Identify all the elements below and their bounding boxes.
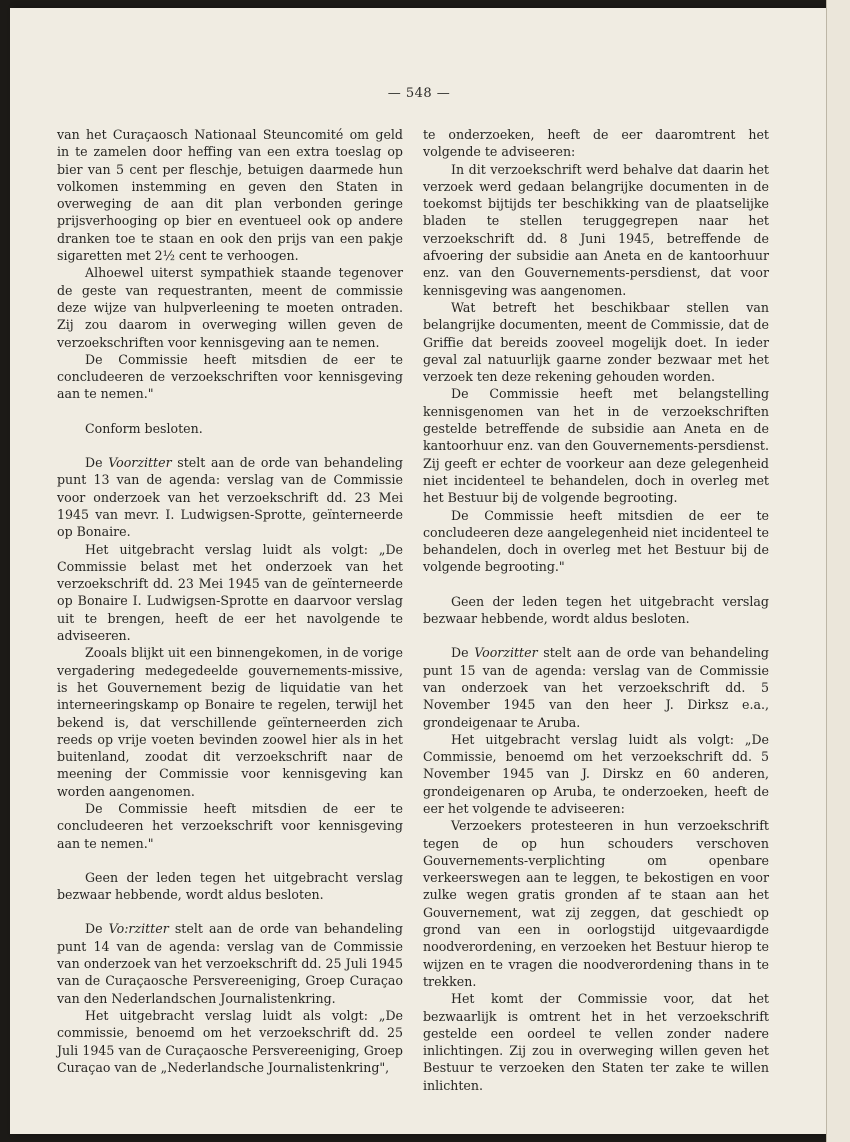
page-edge [826, 0, 850, 1142]
paragraph: De Vo:rzitter stelt aan de orde van behandeling punt 14 van de agenda: verslag van de Commissie van onderzoek van het verzoekschrift dd. 25 Juli 1945 van de Curaçaosche Persvereeniging, Groep Curaçao van den Nederlandschen Journalistenkring. [57, 921, 403, 1006]
paragraph: De Commissie heeft mitsdien de eer te concludeeren de verzoekschriften voor kennisgeving aan te nemen." [57, 351, 403, 402]
paragraph: van het Curaçaosch Nationaal Steuncomité om geld in te zamelen door heffing van een extra toeslag op bier van 5 cent per fleschje, betuigen daarmede hun volkomen instemming en geven den Staten in overweging de aan dit plan verbonden geringe prijsverhooging op bier en eventueel ook op andere dranken toe te staan en ook den prijs van een pakje sigaretten met 2½ cent te verhoogen. [57, 127, 403, 264]
paragraph: Het uitgebracht verslag luidt als volgt: „De Commissie belast met het onderzoek van het verzoekschrift dd. 23 Mei 1945 van de geïnterneerde op Bonaire I. Ludwigsen-Sprotte en daarvoor verslag uit te brengen, heeft de eer het navolgende te adviseeren. [57, 541, 403, 644]
page-number: — 548 — [387, 86, 451, 101]
paragraph: te onderzoeken, heeft de eer daaromtrent het volgende te adviseeren: [423, 127, 769, 160]
paragraph: De Voorzitter stelt aan de orde van behandeling punt 13 van de agenda: verslag van de Commissie voor onderzoek van het verzoekschrift dd. 23 Mei 1945 van mevr. I. Ludwigsen-Sprotte, geïnterneerde op Bonaire. [57, 455, 403, 540]
paragraph: Het uitgebracht verslag luidt als volgt: „De commissie, benoemd om het verzoekschrift dd. 25 Juli 1945 van de Curaçaosche Persvereeniging, Groep Curaçao van de „Nederlandsche Journalistenkring", [57, 1007, 403, 1075]
right-column [423, 126, 769, 1094]
paragraph: De Commissie heeft mitsdien de eer te concludeeren deze aangelegenheid niet incidenteel te behandelen, doch in overleg met het Bestuur bij de volgende begrooting." [423, 507, 769, 575]
document-page [10, 8, 828, 1134]
paragraph: Geen der leden tegen het uitgebracht verslag bezwaar hebbende, wordt aldus besloten. [423, 593, 769, 627]
paragraph: Het komt der Commissie voor, dat het bezwaarlijk is omtrent het in het verzoekschrift gestelde een oordeel te vellen zonder nadere inlichtingen. Zij zou in overweging willen geven het Bestuur te verzoeken den Staten ter zake te willen inlichten. [423, 991, 769, 1093]
paragraph: Wat betreft het beschikbaar stellen van belangrijke documenten, meent de Commissie, dat de Griffie dat bereids zooveel mogelijk doet. In ieder geval zal natuurlijk gaarne zonder bezwaar met het verzoek ten deze rekening gehouden worden. [423, 299, 769, 385]
speaker-name: Vo:rzitter [108, 921, 169, 937]
paragraph: Conform besloten. [85, 420, 203, 436]
paragraph: De Commissie heeft mitsdien de eer te concludeeren het verzoekschrift voor kennisgeving aan te nemen." [57, 800, 403, 851]
speaker-name: Voorzitter [474, 645, 538, 661]
left-column [57, 126, 403, 1076]
paragraph: De Commissie heeft met belangstelling kennisgenomen van het in de verzoekschriften gestelde betreffende de subsidie aan Aneta en de kantoorhuur enz. van den Gouvernements-persdienst. Zij geeft er echter de voorkeur aan deze gelegenheid niet incidenteel te behandelen, doch in overleg met het Bestuur bij de volgende begrooting. [423, 386, 769, 506]
paragraph: Het uitgebracht verslag luidt als volgt: „De Commissie, benoemd om het verzoekschrift dd. 5 November 1945 van J. Dirskz en 60 anderen, grondeigenaren op Aruba, te onderzoeken, heeft de eer het volgende te adviseeren: [423, 731, 769, 816]
paragraph: Zooals blijkt uit een binnengekomen, in de vorige vergadering medegedeelde gouvernements-missive, is het Gouvernement bezig de liquidatie van het interneeringskamp op Bonaire te regelen, terwijl het bekend is, dat verschillende geïnterneerden zich reeds op vrije voeten bevinden zoowel hier als in het buitenland, zoodat dit verzoekschrift naar de meening der Commissie voor kennisgeving kan worden aangenomen. [57, 645, 403, 799]
paragraph: Geen der leden tegen het uitgebracht verslag bezwaar hebbende, wordt aldus besloten. [57, 869, 403, 903]
paragraph: Alhoewel uiterst sympathiek staande tegenover de geste van requestranten, meent de commissie deze wijze van hulpverleening te moeten ontraden. Zij zou daarom in overweging willen geven de verzoekschriften voor kennisgeving aan te nemen. [57, 265, 403, 350]
speaker-name: Voorzitter [108, 455, 172, 471]
paragraph: De Voorzitter stelt aan de orde van behandeling punt 15 van de agenda: verslag van de Commissie van onderzoek van het verzoekschrift dd. 5 November 1945 van den heer J. Dirksz e.a., grondeigenaar te Aruba. [423, 645, 769, 730]
paragraph: In dit verzoekschrift werd behalve dat daarin het verzoek werd gedaan belangrijke documenten in de toekomst bijtijds ter beschikking van de plaatselijke bladen te stellen teruggegrepen naar het verzoekschrift dd. 8 Juni 1945, betreffende de afvoering der subsidie aan Aneta en de kantoorhuur enz. van den Gouvernements-persdienst, dat voor kennisgeving was aangenomen. [423, 161, 769, 298]
paragraph: Verzoekers protesteeren in hun verzoekschrift tegen de op hun schouders verschoven Gouvernements-verplichting om openbare verkeerswegen aan te leggen, te bekostigen en voor zulke wegen gratis gronden af te staan aan het Gouvernement, wat zij zeggen, dat geschiedt op grond van een in oorlogstijd uitgevaardigde noodverordening, en verzoeken het Bestuur hierop te wijzen en te vragen die noodverordening thans in te trekken. [423, 818, 769, 989]
